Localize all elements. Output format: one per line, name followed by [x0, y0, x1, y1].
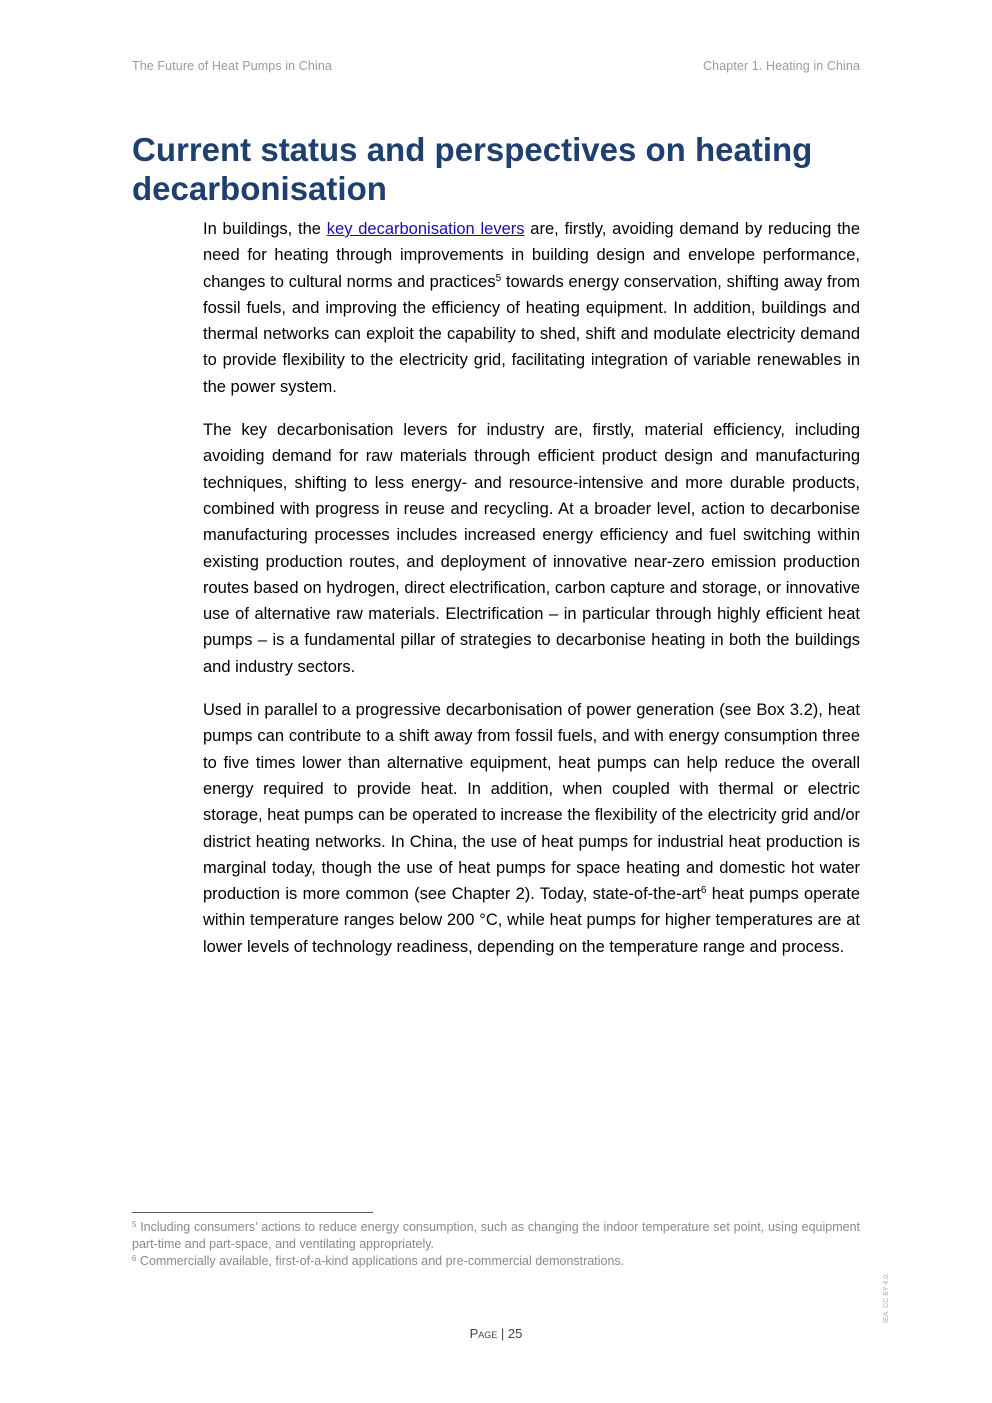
footnote-text: Commercially available, first-of-a-kind applications and pre-commercial demonstrations. [136, 1254, 625, 1268]
paragraph-heat-pumps [203, 697, 860, 960]
paragraph-text: are, firstly, avoiding demand by reducing the need for heating through improvements in building design and envelope performance, changes to cultural norms and practices [203, 220, 861, 291]
footnote-text: Including consumers’ actions to reduce energy consumption, such as changing the indoor temperature set point, using equipment part-time and part-space, and ventilating appropriately. [132, 1220, 860, 1251]
footnote-number: 5 [132, 1220, 137, 1229]
header-report-title: The Future of Heat Pumps in China [132, 59, 332, 73]
footnote-6 [132, 1253, 860, 1270]
paragraph-buildings [203, 216, 860, 400]
key-decarbonisation-levers-link[interactable]: key decarbonisation levers [326, 220, 525, 238]
footnote-ref-5[interactable]: 5 [495, 272, 502, 284]
footnote-number: 6 [132, 1254, 137, 1263]
running-header [132, 59, 860, 75]
footnote-ref-6[interactable]: 6 [700, 885, 707, 897]
paragraph-text: towards energy conservation, shifting away from fossil fuels, and improving the efficiency of heating equipment. In addition, buildings and thermal networks can exploit the capability to shed, shift and modulate electricity demand to provide flexibility to the electricity grid, facilitating integration of variable renewables in the power system. [203, 272, 860, 396]
paragraph-text: Used in parallel to a progressive decarbonisation of power generation (see Box 3.2), heat pumps can contribute to a shift away from fossil fuels, and with energy consumption three to five times lower than alternative equipment, heat pumps can help reduce the overall energy required to provide heat. In addition, when coupled with thermal or electric storage, heat pumps can be operated to increase the flexibility of the electricity grid and/or district heating networks. In China, the use of heat pumps for industrial heat production is marginal today, though the use of heat pumps for space heating and domestic hot water production is more common (see Chapter 2). Today, state-of-the-art [203, 701, 860, 904]
header-chapter-title: Chapter 1. Heating in China [703, 59, 860, 73]
paragraph-industry: The key decarbonisation levers for industry are, firstly, material efficiency, including avoiding demand for raw materials through efficient product design and manufacturing techniques, shifting to less energy- and resource-intensive and more durable products, combined with progress in reuse and recycling. At a broader level, action to decarbonise manufacturing processes includes increased energy efficiency and fuel switching within existing production routes, and deployment of innovative near-zero emission production routes based on hydrogen, direct electrification, carbon capture and storage, or innovative use of alternative raw materials. Electrification – in particular through highly efficient heat pumps – is a fundamental pillar of strategies to decarbonise heating in both the buildings and industry sectors. [203, 421, 860, 676]
page-separator: | [497, 1326, 508, 1341]
license-notice: IEA. CC BY 4.0. [883, 1272, 890, 1323]
body-text [203, 216, 860, 977]
paragraph-text: In buildings, the [203, 220, 327, 238]
footnotes [132, 1219, 860, 1270]
page-number [0, 1326, 992, 1341]
page-number-value: 25 [507, 1326, 523, 1341]
page-label: Page [469, 1326, 498, 1341]
footnote-5 [132, 1219, 860, 1253]
paragraph-text: heat pumps operate within temperature ranges below 200 °C, while heat pumps for higher temperatures are at lower levels of technology readiness, depending on the temperature range and process. [203, 885, 860, 956]
footnote-divider [132, 1212, 373, 1213]
section-title: Current status and perspectives on heating decarbonisation [132, 131, 813, 207]
